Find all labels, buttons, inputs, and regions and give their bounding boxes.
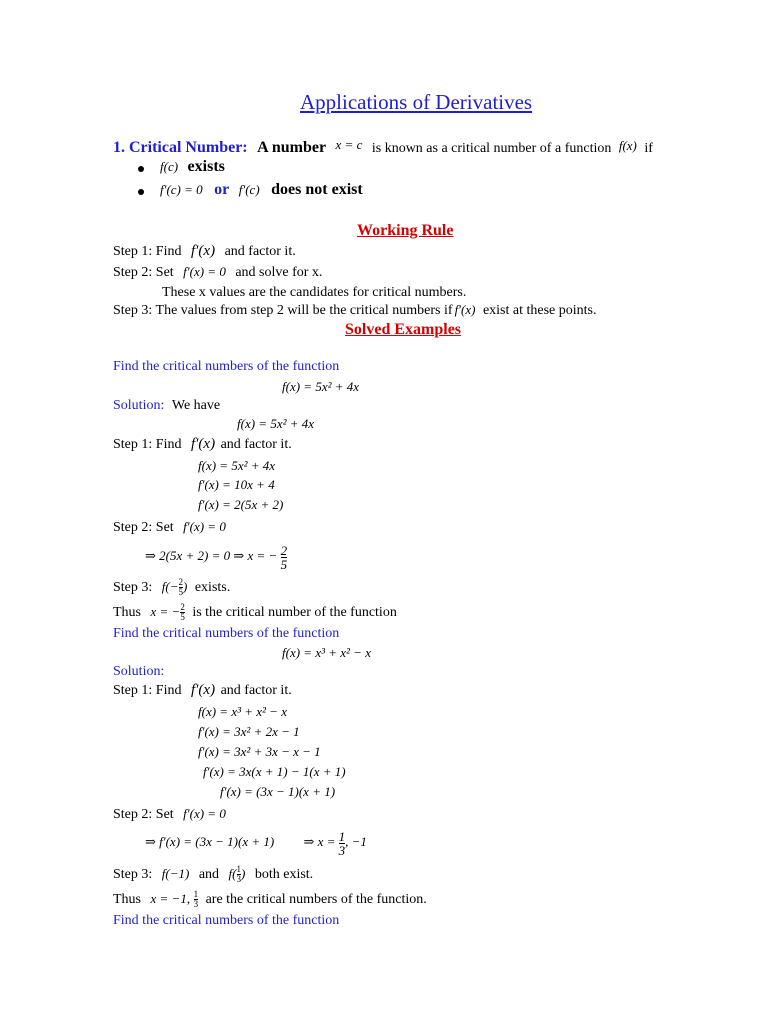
- example2-work-4: f′(x) = 3x(x + 1) − 1(x + 1): [203, 764, 346, 779]
- bullet-item-1: [160, 158, 225, 176]
- rule-step1-label: Step 1: Find: [113, 244, 182, 259]
- example2-solution-label: Solution:: [113, 664, 165, 679]
- example2-thus-fraction: [194, 890, 199, 909]
- fraction-denominator: 3: [193, 899, 199, 910]
- example2-work-2: f′(x) = 3x² + 2x − 1: [198, 724, 300, 739]
- example1-work-3: f′(x) = 2(5x + 2): [198, 497, 284, 512]
- rule-step-3: [113, 301, 597, 319]
- fraction-numerator: 1: [338, 828, 346, 844]
- example2-step1-label: Step 1: Find: [113, 683, 182, 698]
- example1-prompt: Find the critical numbers of the function: [113, 359, 340, 374]
- fraction-numerator: 2: [180, 602, 185, 613]
- definition-heading: 1. Critical Number:: [113, 139, 248, 156]
- example1-thus-label: Thus: [113, 605, 141, 620]
- example1-thus-fraction: [180, 603, 185, 622]
- rule-step2-math: f′(x) = 0: [183, 264, 226, 279]
- bullet-item-2: [160, 181, 363, 199]
- fraction-numerator: 1: [193, 889, 199, 900]
- example2-step-1: [113, 682, 292, 699]
- rule-step-2: [113, 263, 322, 281]
- example1-fraction: [281, 544, 288, 571]
- solved-examples-heading: Solved Examples: [345, 321, 462, 338]
- bullet2-math2: f′(c): [238, 182, 260, 197]
- bullet2-or: or: [214, 181, 230, 198]
- solution-label: Solution:: [113, 398, 165, 413]
- bullet1-text: exists: [187, 158, 225, 175]
- example1-function-2: f(x) = 5x² + 4x: [237, 416, 315, 431]
- example2-thus-text: are the critical numbers of the function.: [205, 892, 427, 907]
- rule-step1-math: f′(x): [190, 243, 216, 259]
- example1-step2-math: f′(x) = 0: [183, 519, 226, 534]
- rule-step1-text: and factor it.: [224, 244, 296, 259]
- example1-work-1: f(x) = 5x² + 4x: [198, 458, 276, 473]
- example1-step3-label: Step 3:: [113, 580, 153, 595]
- example2-step-3: [113, 865, 313, 884]
- definition-if: if: [644, 141, 653, 156]
- example2-thus: [113, 890, 427, 909]
- fraction-denominator: 3: [338, 842, 346, 858]
- bullet2-text: does not exist: [271, 181, 363, 198]
- rule-step3-math: f′(x): [454, 302, 476, 317]
- rule-step-2-note: These x values are the candidates for critical numbers.: [162, 285, 467, 300]
- fraction-numerator: 1: [236, 864, 241, 875]
- rule-step2-label: Step 2: Set: [113, 265, 174, 280]
- fraction-denominator: 3: [236, 874, 241, 885]
- example1-step3-close: ): [183, 579, 188, 594]
- fraction-denominator: 5: [178, 587, 183, 598]
- example1-step3-text: exists.: [194, 580, 231, 595]
- example2-step3-math2-close: ): [241, 866, 246, 881]
- definition-line: [113, 136, 653, 157]
- example2-step-2: [113, 805, 226, 823]
- definition-text: is known as a critical number of a function: [371, 141, 612, 156]
- example2-implies-rest: , −1: [345, 834, 367, 849]
- example2-step3-text: both exist.: [254, 867, 314, 882]
- example1-step2-label: Step 2: Set: [113, 520, 174, 535]
- fraction-numerator: 2: [178, 577, 183, 588]
- example1-solution: [113, 397, 220, 414]
- example1-thus: [113, 603, 397, 622]
- example1-step-1: [113, 436, 292, 453]
- bullet2-math1: f′(c) = 0: [160, 182, 203, 197]
- rule-step-1: [113, 243, 296, 260]
- example2-step3-and: and: [198, 867, 220, 882]
- example1-step-3: [113, 578, 230, 597]
- bullet-icon: [138, 189, 144, 195]
- bullet1-math: f(c): [160, 159, 179, 174]
- example2-step1-math: f′(x): [190, 682, 216, 698]
- fraction-numerator: 2: [280, 542, 288, 558]
- example2-work-3: f′(x) = 3x² + 3x − x − 1: [198, 744, 321, 759]
- example2-implies: [145, 825, 367, 859]
- example1-step1-text: and factor it.: [220, 437, 292, 452]
- example1-thus-text: is the critical number of the function: [192, 605, 397, 620]
- example2-step3-label: Step 3:: [113, 867, 153, 882]
- example2-implies-x: ⇒ x =: [303, 834, 336, 849]
- example2-step2-math: f′(x) = 0: [183, 806, 226, 821]
- working-rule-heading: Working Rule: [357, 222, 454, 239]
- example2-thus-label: Thus: [113, 892, 141, 907]
- example2-step3-math2-open: f(: [228, 866, 237, 881]
- rule-step2-text: and solve for x.: [235, 265, 323, 280]
- example2-step3-math1: f(−1): [161, 866, 190, 881]
- example1-step1-math: f′(x): [190, 436, 216, 452]
- example1-work-2: f′(x) = 10x + 4: [198, 477, 275, 492]
- fraction-denominator: 5: [180, 612, 185, 623]
- definition-lead: A number: [257, 139, 327, 156]
- bullet-icon: [138, 166, 144, 172]
- rule-step3-label: Step 3: The values from step 2 will be the critical numbers if: [113, 303, 453, 318]
- page-title: Applications of Derivatives: [300, 90, 533, 114]
- example1-thus-math: x = −: [150, 604, 181, 619]
- definition-var-c: x = c: [335, 137, 363, 152]
- example2-thus-math: x = −1,: [150, 891, 191, 906]
- example2-function: f(x) = x³ + x² − x: [282, 645, 371, 660]
- example1-implies-text: ⇒ 2(5x + 2) = 0 ⇒ x = −: [145, 548, 278, 563]
- example2-implies-text: ⇒ f′(x) = (3x − 1)(x + 1): [145, 834, 275, 849]
- example1-implies: [145, 539, 287, 573]
- example2-work-1: f(x) = x³ + x² − x: [198, 704, 287, 719]
- fraction-denominator: 5: [280, 556, 288, 572]
- example1-function: f(x) = 5x² + 4x: [282, 379, 360, 394]
- example2-prompt: Find the critical numbers of the function: [113, 626, 340, 641]
- we-have-text: We have: [171, 398, 221, 413]
- rule-step3-text: exist at these points.: [482, 303, 597, 318]
- example1-step3-math: f(−: [161, 579, 179, 594]
- example1-step-2: [113, 518, 226, 536]
- example1-step1-label: Step 1: Find: [113, 437, 182, 452]
- example2-step1-text: and factor it.: [220, 683, 292, 698]
- example2-work-5: f′(x) = (3x − 1)(x + 1): [220, 784, 336, 799]
- definition-fx: f(x): [618, 138, 637, 153]
- example3-prompt: Find the critical numbers of the function: [113, 913, 340, 928]
- example2-step2-label: Step 2: Set: [113, 807, 174, 822]
